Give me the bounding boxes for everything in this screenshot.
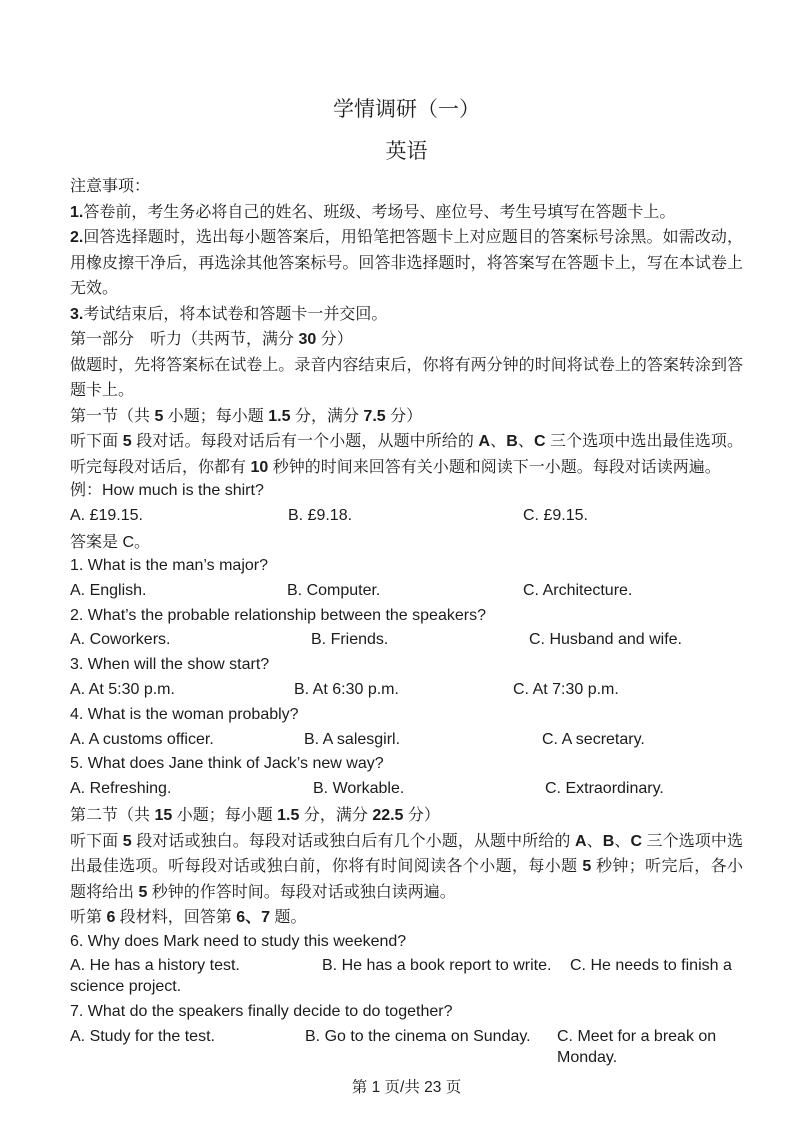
question-2: 2. What’s the probable relationship between the speakers? [70,606,486,624]
page-title: 学情调研（一） [333,97,480,121]
option-b: B. £9.18. [288,506,353,524]
option-a: A. £19.15. [70,506,143,524]
question-6-options [70,955,743,997]
notice-item-2 [70,225,743,302]
question-7: 7. What do the speakers finally decide to do together? [70,1003,453,1021]
option-b: B. Workable. [313,780,405,798]
option-c: C. Husband and wife. [529,631,682,649]
section1-heading: 第一节（共 5 小题；每小题 1.5 分，满分 7.5 分） [70,407,423,425]
notice-heading: 注意事项： [70,178,151,195]
question-4: 4. What is the woman probably? [70,705,299,723]
example-question: 例：How much is the shirt? [70,482,264,499]
notice-text: 考试结束后，将本试卷和答题卡一并交回。 [83,305,388,323]
option-a: A. Coworkers. [70,631,171,649]
option-b: B. A salesgirl. [304,730,401,748]
question-3: 3. When will the show start? [70,656,270,674]
notice-number: 2. [70,229,84,246]
section2-material-note: 听第 6 段材料，回答第 6、7 题。 [70,909,307,927]
option-b: B. Friends. [311,631,389,649]
question-5-options [70,778,743,799]
option-c: C. A secretary. [542,730,645,748]
option-a: A. Study for the test. [70,1027,215,1045]
part1-instructions: 做题时，先将答案标在试卷上。录音内容结束后，你将有两分钟的时间将试卷上的答案转涂到答题卡上。 [70,356,743,399]
option-b: B. Go to the cinema on Sunday. [305,1027,531,1045]
question-6: 6. Why does Mark need to study this weekend? [70,932,407,950]
option-b: B. At 6:30 p.m. [294,681,399,699]
option-a: A. Refreshing. [70,780,172,798]
option-a: A. English. [70,581,147,599]
notice-text: 回答选择题时，选出每小题答案后，用铅笔把答题卡上对应题目的答案标号涂黑。如需改动，用橡皮擦干净后，再选涂其他答案标号。回答非选择题时，将答案写在答题卡上，写在本试卷上无效。 [70,229,743,297]
notice-item-3 [70,302,743,328]
option-a: A. At 5:30 p.m. [70,681,175,699]
notice-number: 3. [70,305,84,323]
option-c: C. At 7:30 p.m. [513,681,619,699]
notice-item-1 [70,200,743,226]
question-7-options [70,1026,743,1068]
option-a: A. A customs officer. [70,730,214,748]
question-4-options [70,729,743,750]
option-b: B. He has a book report to write. [322,957,552,975]
part1-heading: 第一部分 听力（共两节，满分 30 分） [70,331,353,348]
option-a: A. He has a history test. [70,957,240,975]
section1-instructions: 听下面 5 段对话。每段对话后有一个小题，从题中所给的 A、B、C 三个选项中选出最佳选项。听完每段对话后，你都有 10 秒钟的时间来回答有关小题和阅读下一小题。每段对话读两遍。 [70,433,743,476]
option-c: C. He needs to finish a science project. [70,957,732,996]
page-subtitle: 英语 [385,139,428,163]
example-answer: 答案是 C。 [70,533,151,551]
question-1: 1. What is the man’s major? [70,557,269,575]
section2-heading: 第二节（共 15 小题；每小题 1.5 分，满分 22.5 分） [70,807,440,825]
example-options [70,505,743,526]
option-c: C. £9.15. [523,506,588,524]
question-3-options [70,679,743,700]
option-b: B. Computer. [287,581,381,599]
option-c: C. Extraordinary. [545,780,664,798]
question-1-options [70,580,743,601]
section2-instructions: 听下面 5 段对话或独白。每段对话或独白后有几个小题，从题中所给的 A、B、C 三个选项中选出最佳选项。听每段对话或独白前，你将有时间阅读各个小题，每小题 5 秒钟；听完后，各小题将给出 5 秒钟的作答时间。每段对话或独白读两遍。 [70,832,743,901]
notice-text: 答卷前，考生务必将自己的姓名、班级、考场号、座位号、考生号填写在答题卡上。 [83,203,676,221]
question-2-options [70,629,743,650]
page-footer: 第 1 页/共 23 页 [351,1078,462,1096]
option-c: C. Meet for a break on Monday. [557,1027,717,1066]
question-5: 5. What does Jane think of Jack’s new way? [70,755,384,773]
notice-number: 1. [70,203,84,221]
option-c: C. Architecture. [523,581,633,599]
